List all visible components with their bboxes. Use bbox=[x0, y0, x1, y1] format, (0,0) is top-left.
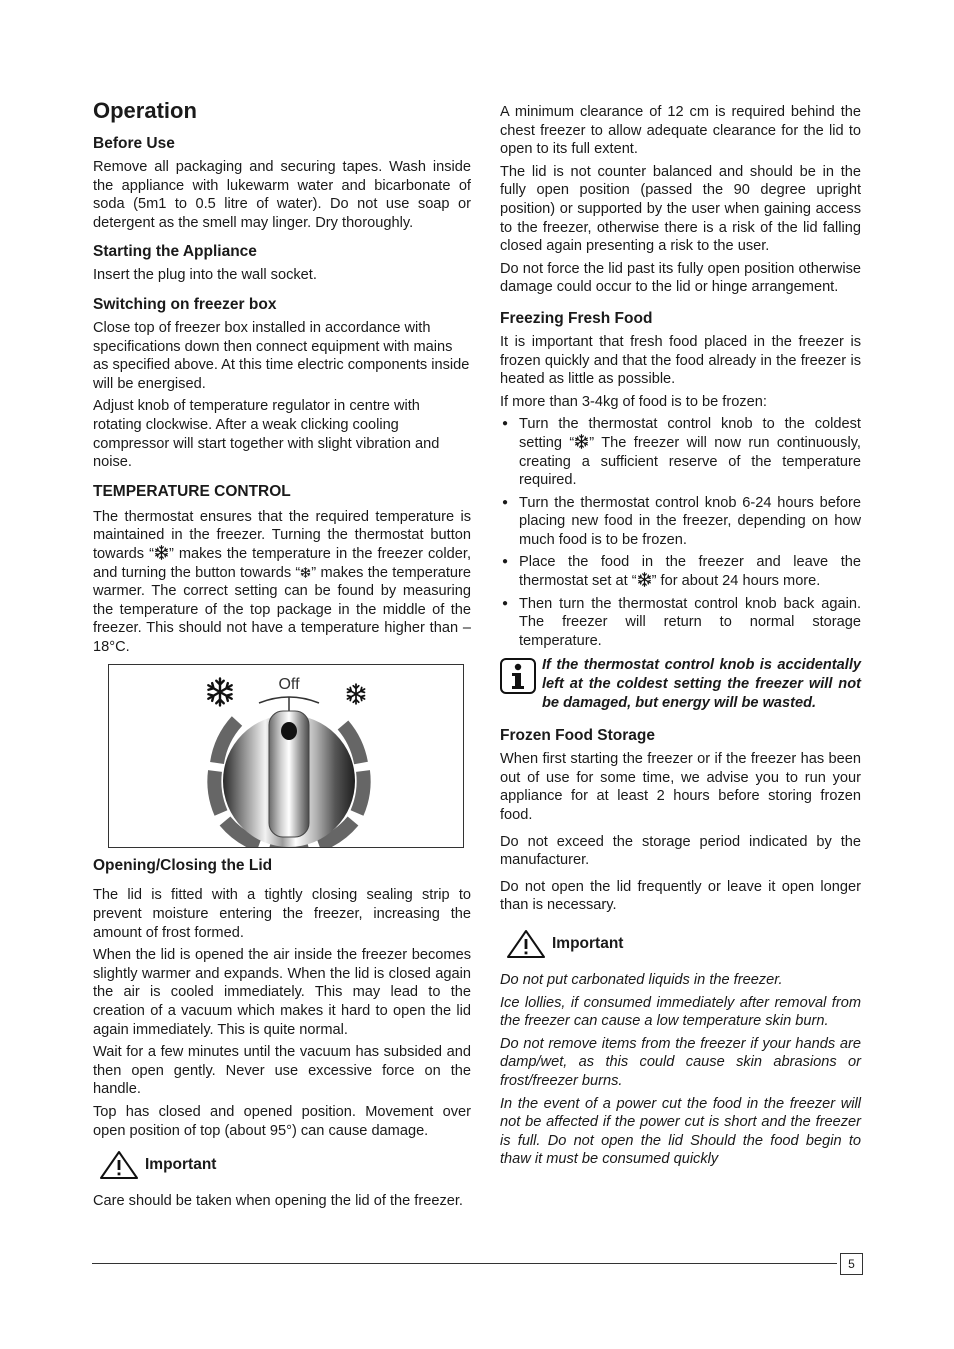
snowflake-small-icon bbox=[347, 685, 364, 705]
warning-icon bbox=[506, 929, 546, 959]
important-right-text-1: Do not put carbonated liquids in the freezer. bbox=[500, 971, 783, 988]
info-icon bbox=[500, 658, 536, 694]
freezing-steps-list bbox=[500, 415, 861, 650]
freezing-heading: Freezing Fresh Food bbox=[500, 309, 653, 327]
temperature-control-heading: TEMPERATURE CONTROL bbox=[93, 482, 291, 500]
list-item: ● Turn the thermostat control knob 6-24 hours before placing new food in the freezer, depending on how much food is to be frozen. bbox=[500, 494, 861, 550]
snowflake-small-icon bbox=[300, 567, 311, 578]
starting-heading: Starting the Appliance bbox=[93, 243, 257, 261]
lid-text-4: Top has closed and opened position. Movement over open position of top (about 95°) can cause damage. bbox=[93, 1104, 471, 1139]
off-label: Off bbox=[278, 676, 300, 694]
frozen-storage-text-3: Do not open the lid frequently or leave it open longer than is necessary. bbox=[500, 878, 861, 914]
lid-text-2: When the lid is opened the air inside the freezer becomes slightly warmer and expands. When the lid is closed again the air is cooled immediately. This may lead to the creation of a vacuum which makes it hard to open the lid again immediately. This is quite normal. bbox=[93, 947, 471, 1038]
before-use-text: Remove all packaging and securing tapes. Wash inside the appliance with lukewarm water and bicarbonate of soda (5m1 to 0.5 litre of water). Do not use soap or detergent as the smell may linger. Dry thoroughly. bbox=[93, 159, 471, 231]
left-column bbox=[93, 98, 471, 1215]
snowflake-large-icon bbox=[208, 679, 231, 706]
important-label: Important bbox=[552, 934, 624, 952]
switching-text-1: Close top of freezer box installed in accordance with specifications down then connect equipment with mains as specified above. At this time electric components inside will be energised. bbox=[93, 319, 470, 392]
list-item: ● Place the food in the freezer and leave the thermostat set at “ ” for about 24 hours more. bbox=[500, 553, 861, 590]
frozen-storage-text-2: Do not exceed the storage period indicated by the manufacturer. bbox=[500, 833, 861, 869]
page-number: 5 bbox=[840, 1253, 863, 1275]
temperature-control-text: The thermostat ensures that the required temperature is maintained in the freezer. Turning the thermostat button towards “ ” makes the temperature in the freezer colder, and turning the button towards “ ” makes the temperature warmer. The correct setting can be found by measuring the temperature of the top package in the middle of the freezer. This should not have a temperature higher than –18°C. bbox=[93, 508, 471, 655]
switching-text-2: Adjust knob of temperature regulator in centre with rotating clockwise. After a weak clicking cooling compressor will start together with slight vibration and noise. bbox=[93, 398, 440, 471]
right-column bbox=[500, 103, 861, 1173]
freezing-text-1: It is important that fresh food placed in the freezer is frozen quickly and that the food already in the freezer is heated as little as possible. bbox=[500, 333, 861, 388]
freezing-text-2: If more than 3-4kg of food is to be frozen: bbox=[500, 393, 767, 410]
important-right-text-4: In the event of a power cut the food in the freezer will not be affected if the power cut is short and the freezer is full. Do not open the lid Should the food begin to thaw it must be consumed quickly bbox=[500, 1095, 861, 1168]
thermostat-dial-figure bbox=[108, 664, 464, 848]
lid-text-3: Wait for a few minutes until the vacuum has subsided and then open gently. Never use excessive force on the handle. bbox=[93, 1044, 471, 1098]
lid-text-1: The lid is fitted with a tightly closing sealing strip to prevent moisture entering the freezer, increasing the amount of frost formed. bbox=[93, 887, 471, 941]
lid-heading: Opening/Closing the Lid bbox=[93, 857, 273, 875]
snowflake-icon bbox=[574, 434, 589, 449]
list-item: ● Turn the thermostat control knob to the coldest setting “ ” The freezer will now run continuously, creating a sufficient reserve of the temperature required. bbox=[500, 415, 861, 489]
important-notice-right bbox=[506, 929, 861, 959]
before-use-heading: Before Use bbox=[93, 135, 175, 152]
important-left-text: Care should be taken when opening the lid of the freezer. bbox=[93, 1193, 463, 1210]
frozen-storage-text-1: When first starting the freezer or if the freezer has been out of use for some time, we advise you to run your appliance for at least 2 hours before storing frozen food. bbox=[500, 751, 861, 823]
important-label: Important bbox=[145, 1155, 217, 1173]
starting-text: Insert the plug into the wall socket. bbox=[93, 267, 317, 284]
snowflake-icon bbox=[154, 545, 169, 560]
snowflake-icon bbox=[637, 572, 652, 587]
footer-divider bbox=[92, 1263, 837, 1264]
info-note-text: If the thermostat control knob is accidentally left at the coldest setting the freezer will not be damaged, but energy will be wasted. bbox=[542, 657, 861, 711]
switching-heading: Switching on freezer box bbox=[93, 295, 277, 313]
info-note bbox=[500, 656, 861, 712]
lid-balance-text: The lid is not counter balanced and should be in the fully open position (passed the 90 degree upright position) or supported by the user when gaining access to the freezer, otherwise there is a risk of the lid falling closed again presenting a risk to the user. bbox=[500, 163, 861, 255]
frozen-storage-heading: Frozen Food Storage bbox=[500, 727, 655, 745]
important-right-text-2: Ice lollies, if consumed immediately after removal from the freezer can cause a low temperature skin burn. bbox=[500, 994, 861, 1030]
lid-force-text: Do not force the lid past its fully open position otherwise damage could occur to the lid or hinge arrangement. bbox=[500, 260, 861, 296]
warning-icon bbox=[99, 1150, 139, 1180]
important-notice-left bbox=[99, 1150, 471, 1180]
page-title: Operation bbox=[93, 98, 197, 123]
clearance-text: A minimum clearance of 12 cm is required behind the chest freezer to allow adequate clearance for the lid to open to its full extent. bbox=[500, 104, 861, 158]
list-item: ● Then turn the thermostat control knob back again. The freezer will return to normal storage temperature. bbox=[500, 595, 861, 651]
important-right-text-3: Do not remove items from the freezer if your hands are damp/wet, as this could cause skin abrasions or frost/freezer burns. bbox=[500, 1035, 861, 1089]
